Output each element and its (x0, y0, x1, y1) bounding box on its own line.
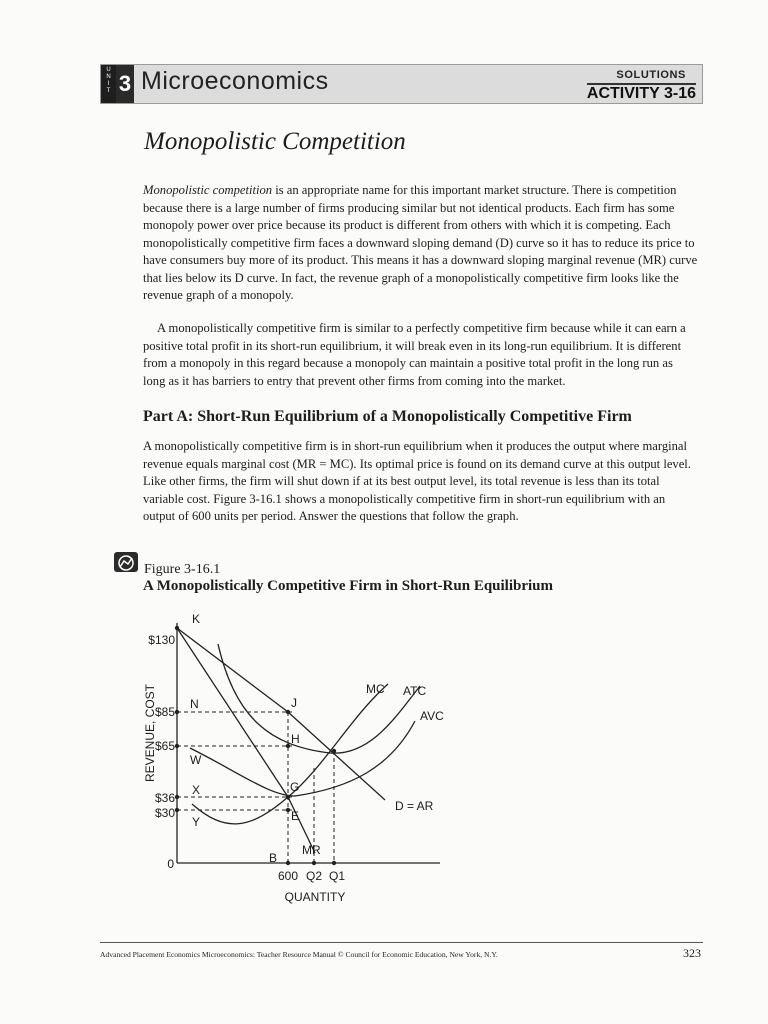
curve-label: D = AR (395, 799, 434, 813)
intro-paragraph-text: is an appropriate name for this important market structure. There is competition because there is a large number of firms producing similar but not identical products. Each firm has some monopoly power over price because its product is different from others with which it is competing. Each monopolistically competitive firm faces a downward sloping demand (D) curve so it has to reduce its price to have consumers buy more of its product. This means it has a downward sloping marginal revenue (MR) curve that lies below its D curve. In fact, the revenue graph of a monopolistically competitive firm looks like the revenue graph of a monopoly. (143, 183, 698, 302)
curve-label: ATC (403, 684, 427, 698)
y-tick: $130 (148, 633, 175, 647)
y-tick: $65 (154, 739, 175, 753)
intro-paragraph (143, 182, 698, 305)
point-label: Y (192, 815, 201, 829)
demand-curve (177, 628, 385, 800)
point-label: J (291, 696, 297, 710)
section-title: Microeconomics (141, 67, 329, 95)
mc-curve (192, 684, 388, 824)
activity-label: ACTIVITY 3-16 (586, 85, 696, 102)
curve-label: AVC (420, 709, 444, 723)
y-tick: 0 (167, 857, 174, 871)
unit-letter: U (106, 67, 111, 73)
y-tick: $36 (154, 791, 175, 805)
point-w (175, 744, 179, 748)
curve-label: MR (302, 843, 321, 857)
point-atc-min (332, 749, 336, 753)
figure-title: A Monopolistically Competitive Firm in Short-Run Equilibrium (143, 578, 554, 594)
part-a-paragraph: A monopolistically competitive firm is in short-run equilibrium when it produces the output where marginal revenue equals marginal cost (MR = MC). Its optimal price is found on its demand curve at this output level. Like other firms, the firm will shut down if at its best output level, its total revenue is less than its total variable cost. Figure 3-16.1 shows a monopolistically competitive firm in short-run equilibrium with an output of 600 units per period. Answer the questions that follow the graph. (143, 439, 691, 523)
point-y (175, 808, 179, 812)
footer-citation: Advanced Placement Economics Microeconomics: Teacher Resource Manual © Council for Economic Education, New York, N.Y. (100, 950, 498, 959)
x-tick: Q2 (305, 869, 323, 883)
point-label: X (192, 783, 201, 797)
point-j (286, 710, 290, 714)
y-tick: $30 (154, 806, 175, 820)
point-label: B (269, 851, 278, 865)
unit-header-band (100, 64, 703, 104)
point-q2 (312, 861, 316, 865)
point-g (286, 795, 290, 799)
point-h (286, 744, 290, 748)
point-label: G (290, 780, 300, 794)
term-italic: Monopolistic competition (143, 183, 273, 197)
y-tick: $85 (154, 705, 175, 719)
point-label: K (192, 612, 201, 626)
point-e (286, 808, 290, 812)
point-x (175, 795, 179, 799)
point-label: N (190, 697, 199, 711)
short-run-equilibrium-chart (130, 608, 460, 908)
point-label: E (291, 809, 300, 823)
point-label: W (190, 753, 202, 767)
part-a-heading: Part A: Short-Run Equilibrium of a Monopolistically Competitive Firm (143, 408, 632, 425)
unit-tab (101, 65, 116, 103)
solutions-label: SOLUTIONS (616, 69, 686, 81)
y-axis-label: REVENUE, COST (143, 683, 157, 783)
point-label: H (291, 732, 300, 746)
point-600 (286, 861, 290, 865)
footer-rule (100, 942, 703, 943)
x-axis-label: QUANTITY (284, 890, 346, 904)
unit-letter: T (106, 88, 111, 94)
unit-letter: I (107, 81, 110, 87)
page-number: 323 (683, 946, 701, 960)
page-title: Monopolistic Competition (144, 128, 406, 155)
unit-number: 3 (116, 65, 134, 103)
point-q1 (332, 861, 336, 865)
comparison-paragraph: A monopolistically competitive firm is similar to a perfectly competitive firm because while it can earn a positive total profit in its short-run equilibrium, it will break even in its long-run equilibrium. It is different from a monopoly in this regard because a monopoly can maintain a positive total profit in the long run as long as it has barriers to entry that prevent other firms from coming into the market. (143, 321, 686, 388)
x-tick: Q1 (328, 869, 346, 883)
graph-icon (114, 552, 138, 572)
point-n (175, 710, 179, 714)
unit-letter: N (106, 74, 111, 80)
figure-number: Figure 3-16.1 (144, 562, 221, 577)
curve-label: MC (366, 682, 385, 696)
x-tick: 600 (277, 869, 299, 883)
point-k (175, 626, 179, 630)
